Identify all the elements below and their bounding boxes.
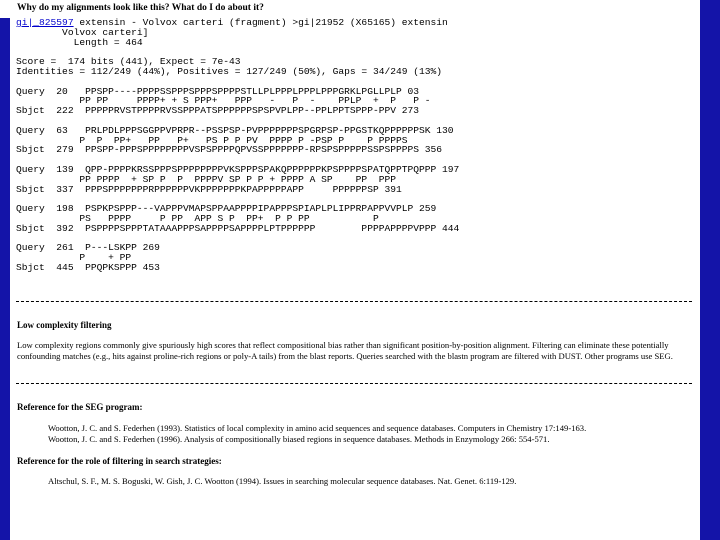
seg-reference-item: Wootton, J. C. and S. Federhen (1996). Analysis of compositionally biased regions in sequence databases. Methods in Enzymology 266: 554-571. [48, 434, 550, 444]
subject-line: Sbjct 337 PPPSPPPPPPPRPPPPPPVKPPPPPPPKPAPPPPPAPP PPPPPPSP 391 [16, 183, 402, 195]
subject-line: Sbjct 222 PPPPPRVSTPPPPRVSSPPPATSPPPPPPSPSPVPLPP--PPLPPTSPPP-PPV 273 [16, 105, 420, 117]
subject-line: Sbjct 392 PSPPPPSPPPTATAAAPPPSAPPPPSAPPPPLPTPPPPPP PPPPAPPPPVPPP 444 [16, 222, 460, 234]
match-line: PP PP PPPP+ + S PPP+ PPP - P - PPLP + P P - [16, 95, 431, 107]
query-line: Query 198 PSPKPSPPP---VAPPPVMAPSPPAAPPPPIPAPPPSPIAPLPLIPPRPAPPVVPLP 259 [16, 203, 437, 215]
match-line: P + PP [16, 252, 132, 264]
slide-title: Why do my alignments look like this? What do I do about it? [17, 3, 264, 13]
query-line: Query 63 PRLPDLPPPSGGPPVPRPR--PSSPSP-PVPPPPPPPSPGRPSP-PPGSTKQPPPPPPSK 130 [16, 124, 454, 136]
alignment-score: Score = 174 bits (441), Expect = 7e-43 [16, 56, 241, 68]
alignment-header-line: Volvox carteri] [16, 26, 149, 38]
alignment-length: Length = 464 [16, 36, 143, 48]
seg-reference-item: Wootton, J. C. and S. Federhen (1993). Statistics of local complexity in amino acid sequences and sequence databases. Computers in Chemistry 17:149-163. [48, 423, 587, 433]
alignment-block [16, 18, 459, 273]
query-line: Query 261 P---LSKPP 269 [16, 242, 160, 254]
divider [16, 383, 692, 384]
low-complexity-text: Low complexity regions commonly give spuriously high scores that reflect compositional bias rather than significant position-by-position alignment. Filtering can eliminate these potentially confounding matches (e.g., hits against proline-rich regions or poly-A tails) from the blast reports. Queries searched with the blastn program are filtered with DUST. Other programs use SEG. [17, 340, 673, 361]
subject-line: Sbjct 445 PPQPKSPPP 453 [16, 261, 160, 273]
match-line: PS PPPP P PP APP S P PP+ P P PP P [16, 212, 379, 224]
low-complexity-heading: Low complexity filtering [17, 320, 112, 330]
query-line: Query 139 QPP-PPPPKRSSPPPSPPPPPPPPVKSPPPSPAKQPPPPPPKPSPPPPSPATQPPTPQPPP 197 [16, 163, 460, 175]
divider [16, 301, 692, 302]
slide-page [10, 0, 700, 540]
seg-reference-heading: Reference for the SEG program: [17, 402, 143, 412]
alignment-identities: Identities = 112/249 (44%), Positives = 127/249 (50%), Gaps = 34/249 (13%) [16, 65, 443, 77]
filtering-reference-item: Altschul, S. F., M. S. Boguski, W. Gish, J. C. Wootton (1994). Issues in searching molecular sequence databases. Nat. Genet. 6:119-129. [48, 476, 517, 486]
subject-line: Sbjct 279 PPSPP-PPPSPPPPPPPPVSPSPPPPQPVSSPPPPPPP-RPSPSPPPPPSSPSPPPPS 356 [16, 144, 443, 156]
match-line: PP PPPP + SP P P PPPPV SP P P + PPPP A SP PP PPP [16, 173, 396, 185]
match-line: P P PP+ PP P+ PS P P PV PPPP P -PSP P P PPPPS [16, 134, 408, 146]
sequence-link[interactable]: gi|_825597 [16, 17, 74, 28]
corner-accent [0, 0, 10, 18]
query-line: Query 20 PPSPP----PPPPSSPPPSPPPSPPPPSTLLPLPPPLPPPLPPPGRKLPGLLPLP 03 [16, 85, 420, 97]
alignment-header: extensin - Volvox carteri (fragment) >gi|21952 (X65165) extensin [73, 17, 448, 28]
filtering-reference-heading: Reference for the role of filtering in search strategies: [17, 456, 222, 466]
